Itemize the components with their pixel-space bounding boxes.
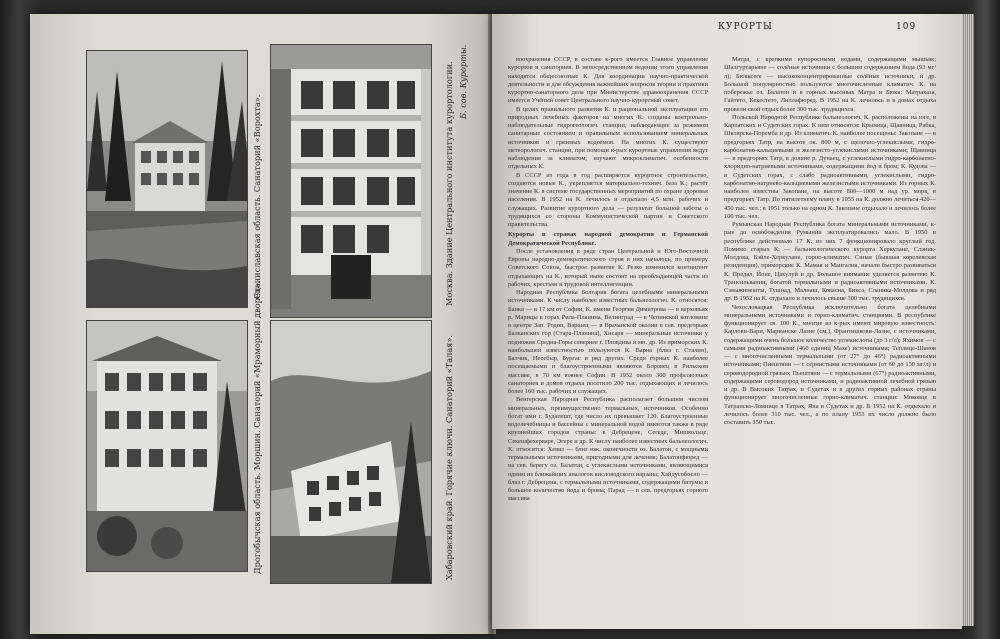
paragraph: В целях правильного развития К. и рациональной эксплуатации его природных лечебных факторов на многих К. созданы контрольно-наблюдательные гидрогеологич. станции, наблюдающие за режимом санитарные состоянием и правильным использованием минеральных источников и грязевых водоёмов. На многих К. существуют метеорологич. станции, при помощи к-рых курортные управления ведут наблюдения за климатом, изучают микроклиматич. особенности отдельных К. <box>508 105 708 171</box>
caption-moscow-text: Москва. Здание Центрального института курортологии. <box>444 61 454 306</box>
text-column-1 <box>508 56 708 504</box>
paragraph-romania: Румынская Народная Республика богата минеральными источниками, к-рые до освобождения Румынии эксплуатировались мало. В 1950 в республике действовало 17 К. из них 7 функционировало круглый год. Помимо старых К. — бальнеологического курорта Херкулане, Слэник-Молдова, Бэйле-Херкулане, горно-климатич. Синая (бывшая королевская резиденция), приморские К. Мамая и Мангалия, начали быстро развиваться К. Предял, Йоне, Цакулуй и др. Большое внимание уделяется развитию К. Трансильвании, богатой термальными и радиоактивными источниками. К. Сэвыжинешты, Тушнад, Малнаш, Ковасна, Бикса, Сланика-Молдова и ряд др. В 1952 на К. отдыхало и лечилось свыше 300 тыс. трудящихся. <box>724 221 936 303</box>
paragraph-czech: Чехословацкая Республика исключительно богата целебными минеральными источниками и горно-климатич. станциями. В республике функционирует св. 100 К., многие из к-рых имеют мировую известность: Карлови-Вари, Марианске Лазне (см.), Франтишкови-Лазне, с источниками, содержащими очень большое количество углекислоты (до 3 г/л); Яхимов — с самыми радиоактивными (460 единиц Махе) источниками; Теплице-Шанов — с многочисленными термальными (от 27° до 46°) радиоактивными источниками; Пиештяни — с сернистыми источниками (от 60 до 130 мг/л) и сероводородной грязью; Пьештяни — с термальными (67°) радиоактивными, содержащими сероводород источниками, и радиоактивной лечебной грязью и др. В Высоких Татрах, в Судетах и в других горных районах страны функционирует многочисленные горно-климатич. станции: Моковце в Татранско-Ломнице в Татрах, Яна в Судетах и др. В 1952 на К. отдыхало и лечилось более 310 тыс. чел., а по плану 1953 их число должно было составить 350 тыс. <box>724 303 936 426</box>
paragraph: Народная Республика Болгария богата целебными минеральными источниками. К числу наиболее известных бальнеологич. К. относятся: Банкя — в 17 км от Софии, К. имени Георгия Димитрова — в верховьях р. Марицы в горах Рила-Планина, Велинград — в Чепинской котловине в центре Зап. Родоп, Варшец — в Врачанской околии в сев. предгорьях Балканских гор (Стара-Планина), Хисаря — минеральные источники у подножия Средна-Горы севернее г. Пловдива и мн. др. Из приморских К. наибольшей известностью пользуются К. Варна (близ г. Сталин), Балчик, Несебыр, Бургас и ряд других. Среди горных К. наиболее посещаемыми и благоустроенными являются Боровец в Рильском массиве, в 70 км южнее Софии. В 1952 около 300 профсоюзных санаториев и домов отдыха посетило 200 тыс. отдыхающих и лечилось более 160 тыс. рабочих и служащих. <box>508 289 708 395</box>
caption-morshin-text: Дрогобычская область. Моршин. Санаторий «Мраморный дворец». <box>252 280 262 574</box>
page-number: 109 <box>896 22 917 32</box>
photo-morshin-image <box>87 321 247 571</box>
running-header: КУРОРТЫ <box>718 22 773 32</box>
caption-source-text: Б. сов. Курорты. <box>458 44 468 119</box>
page-edges <box>962 14 974 626</box>
paragraph: Матра, с крепкими купоросными водами, содержащими мышьяк; Шалгуртарьяне — солёные источники с большим содержанием йода (93 мг/л); Бюкксеге — высококонцентрированные солёные источники, и др. Большой популярностью пользуются многочисленные климатич. К. на побережье оз. Балатон и в горных массивах Матра и Бюкк: Матрахаза, Гайтето, Кекестето, Лиллафюред. В 1952 на К. лечилось и в домах отдыха провели свой отдых более 300 тыс. трудящихся. <box>724 56 936 113</box>
left-page <box>30 14 492 634</box>
photo-moscow-institute <box>270 44 432 318</box>
paragraph: После установления в ряде стран Центральной и Юго-Восточной Европы народно-демократического строя в них началось, по примеру Советского Союза, быстрое развитие К. Резко изменился контингент отдыхающих на К., который ныне состоит на преобладающей части из рабочих, крестьян и трудовой интеллигенции. <box>508 247 708 288</box>
photo-vorokhta-image <box>87 51 247 307</box>
right-page <box>492 14 962 629</box>
photo-vorokhta-sanatorium <box>86 50 248 308</box>
paragraph: Венгерская Народная Республика располагает большим числом минеральных, преимущественно термальных, источников. Особенно богат ими г. Будапешт, где число их превышает 120. Благоустроенные водолечебницы и бассейны с минеральной водой имеются также в ряде крупнейших городов страны: в Дебрецене, Сегеде, Мишкольце, Секешфехерваре, Эгере и др. К числу наиболее известных бальнеологич. К. относятся: Хевиз — близ юж. оконечности оз. Балатон, с мощными термальными источниками, пригодными для лечения; Балатонфюред — на сев. берегу оз. Балатон, с углекислыми источниками, являющимися одним из ближайших аналогов кисловодского нарзана; Хайдусобосло — близ г. Дебрецена, с термальными источниками, содержащими битумы и большое количество йода и брома; Парад — в сев. предгорьях горного массива <box>508 396 708 503</box>
text-column-2 <box>724 56 936 427</box>
photo-talaya-image <box>271 321 431 583</box>
paragraph-poland: Польской Народной Республике бальнеологич. К. расположены на юге, в Карпатских и Судетских горах. К ним относятся: Крыница, Щавница, Рабка, Шклярска-Поремба и др. Из климатич. К. наиболее посещены: Закопане — в предгорьях Татр, на высоте ок. 800 м, с щелочно-углекислыми, гидро-карбонатно-кальциевыми и железисто-углекислыми источниками; Щавница — в предгорьях Татр, в долине р. Дунаец, с углекислыми гидро-карбонатно-хлоридно-натриевыми источниками, содержащими йод и бром; К. Кудова — в Судетских горах, с слабо радиоактивными, углекислыми, гидро-карбонатно-натриево-кальциевыми железистыми источниками. Из горных К. наиболее известны Закопане, на высоте 800—1000 м над ур. моря, в предгорьях Татр. По пятилетнему плану в 1955 на К. должно лечиться 420—450 тыс. чел.; в 1951 только на одном К. Закопане отдыхало и лечилось более 100 тыс. чел. <box>724 113 936 220</box>
paragraph: В СССР из года в год расширяется курортное строительство, создаются новые К., укрепляется материально-технич. база К.; растёт значение К. в системе государственных мероприятий по охране здоровья населения. В 1952 на К. лечилось и отдыхало 4,5 млн. рабочих и служащих. Развитие курортного дела — результат большой заботы о трудящихся со стороны Коммунистической партии и Советского правительства. <box>508 171 708 228</box>
photo-morshin-sanatorium <box>86 320 248 572</box>
section-heading: Курорты в странах народной демократии и Германской Демократической Республике. <box>508 231 708 247</box>
photo-moscow-image <box>271 45 431 317</box>
caption-vorokhta-text: Станиславская область. Санаторий «Ворохта». <box>252 94 262 299</box>
paragraph: воохранения СССР, в составе к-рого имеется Главное управление курортов и санаториев. В непосредственном ведении этого управления находятся общесоюзные К. Для координации научно-практической деятельности и для обсуждения важнейших вопросов теории и практики курортно-санаторного дела при Министерстве здравоохранения СССР имеется Учёный совет Центрального научно-курортный совет. <box>508 56 708 105</box>
photo-talaya-sanatorium <box>270 320 432 584</box>
caption-talaya-text: Хабаровский край. Горячие ключи. Санаторий «Талая». <box>444 335 454 580</box>
